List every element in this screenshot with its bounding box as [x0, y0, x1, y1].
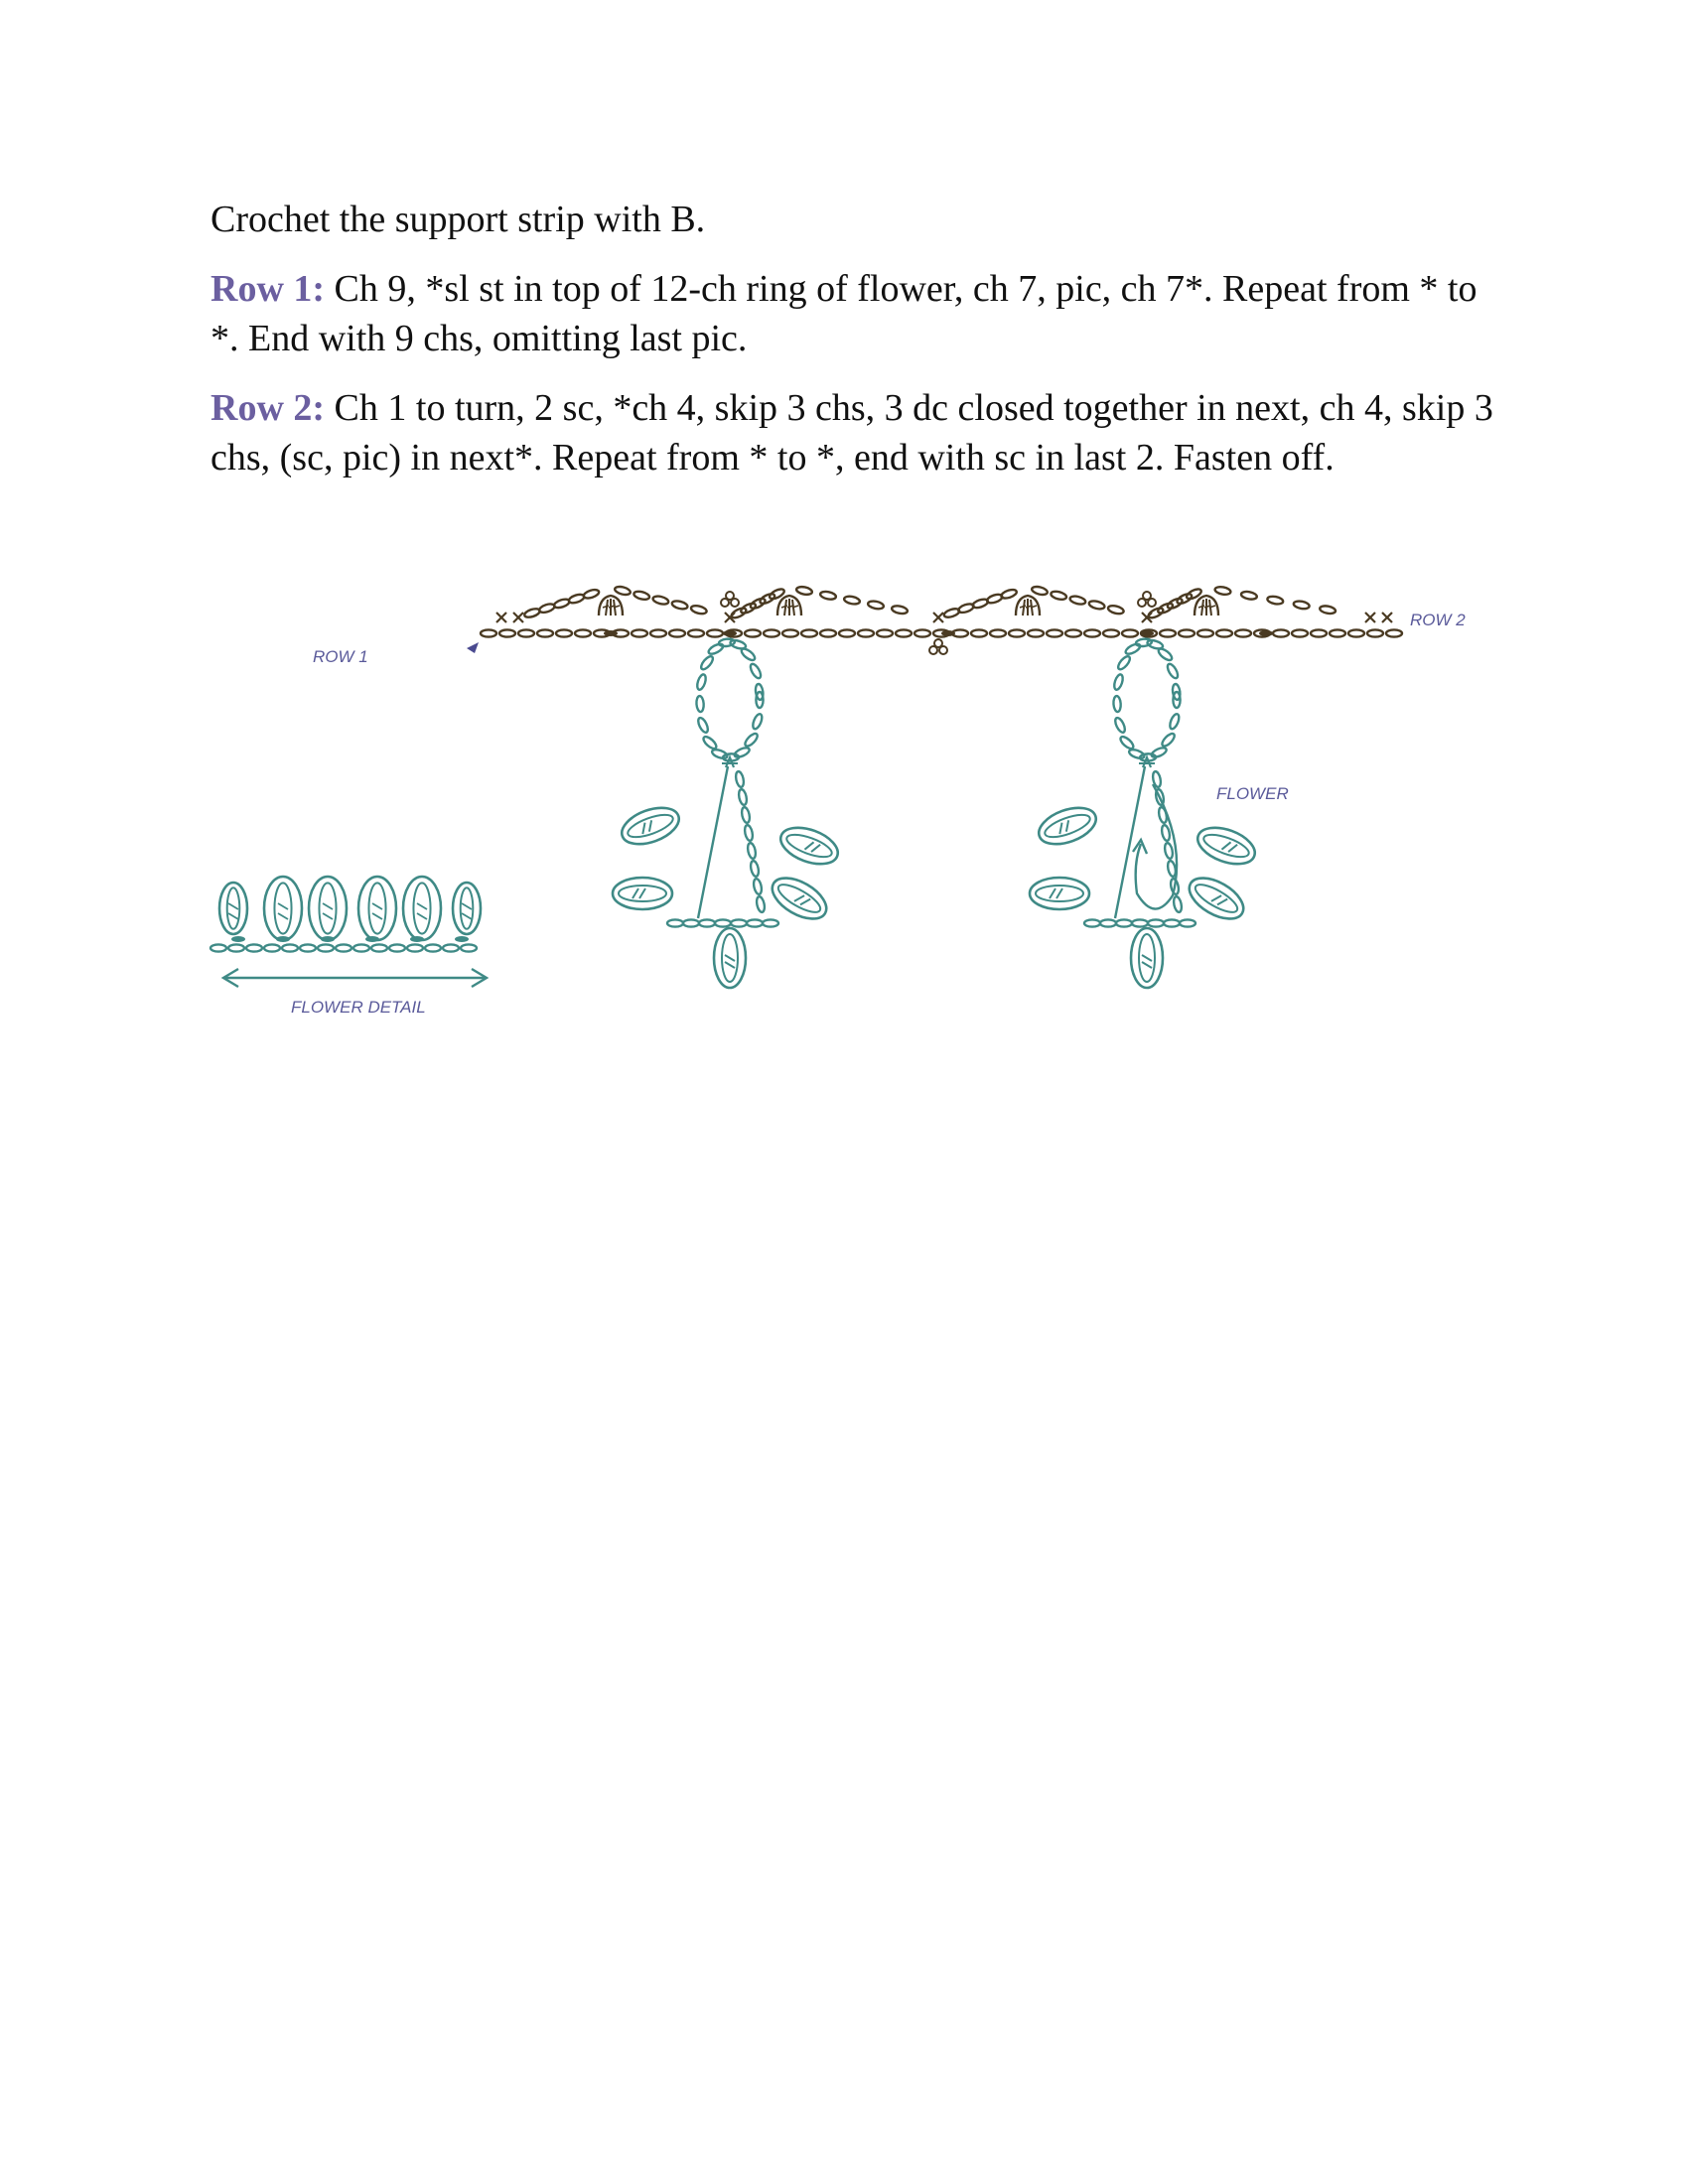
row-1-label: Row 1: — [211, 268, 326, 310]
intro-paragraph: Crochet the support strip with B. — [211, 199, 706, 240]
flower-label-diagram: FLOWER — [1216, 784, 1289, 803]
double-arrow-icon — [223, 969, 487, 987]
row-1-chain — [481, 629, 1402, 654]
row-1-arrow-icon — [467, 642, 479, 653]
instructions-text — [211, 195, 1501, 502]
row-2-arches — [496, 586, 1392, 622]
row-2-label-diagram: ROW 2 — [1410, 611, 1466, 629]
flower-detail-label-diagram: FLOWER DETAIL — [291, 998, 426, 1017]
row-1-text: Ch 9, *sl st in top of 12-ch ring of flower, ch 7, pic, ch 7*. Repeat from * to *. End with 9 chs, omitting last pic. — [211, 268, 1477, 359]
row-2-label: Row 2: — [211, 387, 326, 429]
crochet-diagram — [199, 556, 1519, 1052]
row-2-instruction — [211, 383, 1501, 482]
flower-right — [1030, 638, 1260, 988]
row-1-label-diagram: ROW 1 — [313, 647, 368, 666]
row-1-instruction — [211, 264, 1501, 363]
flower-left — [613, 638, 843, 988]
row-2-text: Ch 1 to turn, 2 sc, *ch 4, skip 3 chs, 3 dc closed together in next, ch 4, skip 3 chs, (sc, pic) in next*. Repeat from * to *, end with sc in last 2. Fasten off. — [211, 387, 1493, 478]
flower-detail-diagram — [211, 877, 481, 952]
